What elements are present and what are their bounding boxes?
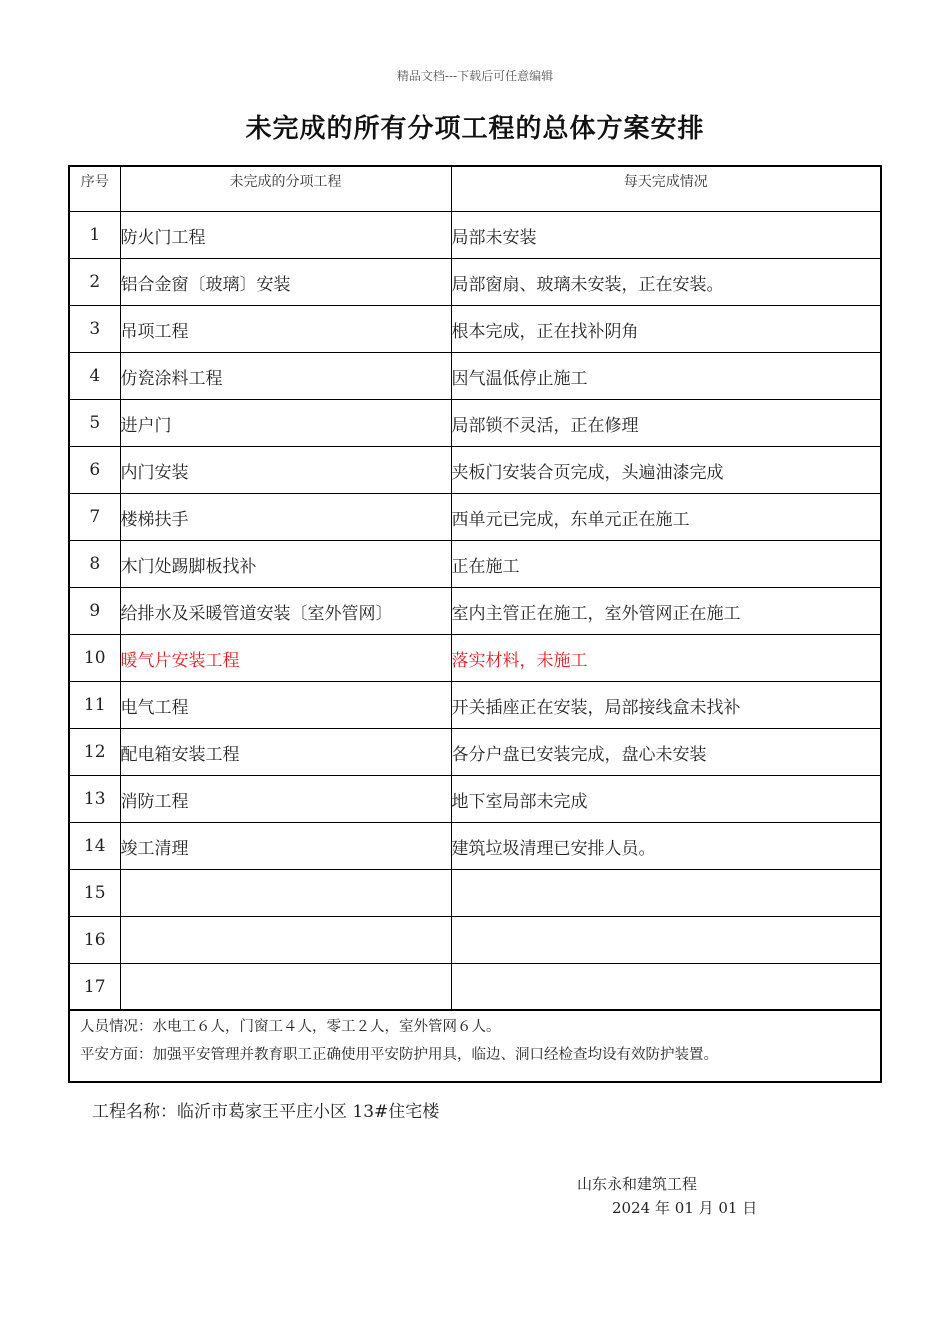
row-number: 17 bbox=[70, 964, 120, 1011]
row-status: 室内主管正在施工，室外管网正在施工 bbox=[451, 588, 880, 635]
row-status: 局部未安装 bbox=[451, 212, 880, 259]
row-status bbox=[451, 964, 880, 1011]
header-watermark: 精品文档---下载后可任意编辑 bbox=[396, 69, 554, 83]
row-number: 16 bbox=[70, 917, 120, 964]
document-date: 2024 年 01 月 01 日 bbox=[612, 1199, 758, 1217]
table-row bbox=[70, 588, 880, 635]
row-number: 9 bbox=[70, 588, 120, 635]
row-item: 木门处踢脚板找补 bbox=[120, 541, 451, 588]
row-status: 地下室局部未完成 bbox=[451, 776, 880, 823]
row-status: 因气温低停止施工 bbox=[451, 353, 880, 400]
table-row bbox=[70, 400, 880, 447]
table-row bbox=[70, 823, 880, 870]
row-status: 正在施工 bbox=[451, 541, 880, 588]
row-item bbox=[120, 870, 451, 917]
project-name: 工程名称：临沂市葛家王平庄小区 13#住宅楼 bbox=[92, 1102, 440, 1122]
row-number: 15 bbox=[70, 870, 120, 917]
row-status: 建筑垃圾清理已安排人员。 bbox=[451, 823, 880, 870]
notes-section bbox=[70, 1009, 880, 1069]
row-number: 6 bbox=[70, 447, 120, 494]
table-row bbox=[70, 917, 880, 964]
schedule-table bbox=[70, 167, 880, 1011]
row-number: 7 bbox=[70, 494, 120, 541]
row-item: 内门安装 bbox=[120, 447, 451, 494]
table-row bbox=[70, 682, 880, 729]
row-number: 2 bbox=[70, 259, 120, 306]
schedule-table-frame bbox=[68, 165, 882, 1083]
row-status: 开关插座正在安装，局部接线盒未找补 bbox=[451, 682, 880, 729]
company-name: 山东永和建筑工程 bbox=[577, 1175, 698, 1193]
row-item: 配电箱安装工程 bbox=[120, 729, 451, 776]
table-row bbox=[70, 870, 880, 917]
row-number: 11 bbox=[70, 682, 120, 729]
row-item: 吊项工程 bbox=[120, 306, 451, 353]
row-item: 电气工程 bbox=[120, 682, 451, 729]
row-item bbox=[120, 917, 451, 964]
table-row bbox=[70, 964, 880, 1011]
table-row bbox=[70, 353, 880, 400]
header-item: 未完成的分项工程 bbox=[120, 167, 451, 212]
row-status: 各分户盘已安装完成，盘心未安装 bbox=[451, 729, 880, 776]
row-item: 暖气片安装工程 bbox=[120, 635, 451, 682]
row-status: 局部锁不灵活，正在修理 bbox=[451, 400, 880, 447]
row-number: 10 bbox=[70, 635, 120, 682]
header-status: 每天完成情况 bbox=[451, 167, 880, 212]
header-seq: 序号 bbox=[70, 167, 120, 212]
row-status bbox=[451, 917, 880, 964]
table-row bbox=[70, 776, 880, 823]
row-status: 局部窗扇、玻璃未安装，正在安装。 bbox=[451, 259, 880, 306]
row-item: 进户门 bbox=[120, 400, 451, 447]
row-status: 根本完成，正在找补阴角 bbox=[451, 306, 880, 353]
table-row bbox=[70, 635, 880, 682]
row-item: 竣工清理 bbox=[120, 823, 451, 870]
table-row bbox=[70, 494, 880, 541]
table-row bbox=[70, 212, 880, 259]
row-number: 1 bbox=[70, 212, 120, 259]
row-status: 夹板门安装合页完成，头遍油漆完成 bbox=[451, 447, 880, 494]
document-title: 未完成的所有分项工程的总体方案安排 bbox=[245, 114, 705, 144]
table-row bbox=[70, 541, 880, 588]
row-number: 14 bbox=[70, 823, 120, 870]
row-item: 给排水及采暖管道安装〔室外管网〕 bbox=[120, 588, 451, 635]
table-row bbox=[70, 259, 880, 306]
row-item: 楼梯扶手 bbox=[120, 494, 451, 541]
safety-note: 平安方面：加强平安管理并教育职工正确使用平安防护用具，临边、洞口经检查均设有效防护装置。 bbox=[80, 1047, 718, 1063]
row-item: 消防工程 bbox=[120, 776, 451, 823]
table-row bbox=[70, 447, 880, 494]
row-number: 3 bbox=[70, 306, 120, 353]
row-number: 12 bbox=[70, 729, 120, 776]
row-item bbox=[120, 964, 451, 1011]
row-status: 落实材料，未施工 bbox=[451, 635, 880, 682]
table-row bbox=[70, 306, 880, 353]
table-header-row bbox=[70, 167, 880, 212]
row-item: 铝合金窗〔玻璃〕安装 bbox=[120, 259, 451, 306]
row-number: 13 bbox=[70, 776, 120, 823]
row-number: 4 bbox=[70, 353, 120, 400]
row-item: 仿瓷涂料工程 bbox=[120, 353, 451, 400]
row-item: 防火门工程 bbox=[120, 212, 451, 259]
row-number: 8 bbox=[70, 541, 120, 588]
row-status bbox=[451, 870, 880, 917]
table-row bbox=[70, 729, 880, 776]
row-number: 5 bbox=[70, 400, 120, 447]
personnel-note: 人员情况：水电工６人，门窗工４人，零工２人，室外管网６人。 bbox=[80, 1019, 501, 1035]
row-status: 西单元已完成，东单元正在施工 bbox=[451, 494, 880, 541]
